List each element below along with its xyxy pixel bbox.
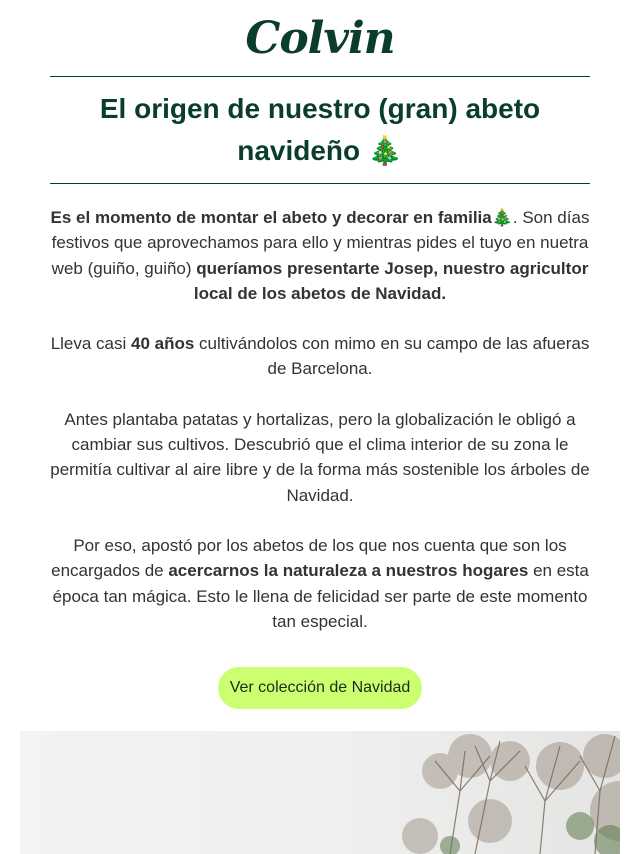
tree-emoji-icon: 🎄 bbox=[491, 208, 513, 227]
nature-text-2: en esta época tan mágica. Esto le llena de felicidad ser parte de este momento tan especial. bbox=[52, 561, 589, 631]
cta-container bbox=[0, 667, 640, 709]
paragraph-nature bbox=[50, 533, 590, 634]
years-text-2: cultivándolos con mimo en su campo de las afueras de Barcelona. bbox=[194, 334, 590, 379]
paragraph-years bbox=[50, 331, 590, 382]
nature-bold: acercarnos la naturaleza a nuestros hogares bbox=[168, 561, 529, 581]
intro-bold-2: queríamos presentarte Josep, nuestro agricultor local de los abetos de Navidad. bbox=[193, 258, 589, 303]
intro-text-1: . Son días festivos que aprovechamos para ello y mientras pides el tuyo en nuetra web (guiño, guiño) bbox=[51, 208, 590, 278]
article-title: El origen de nuestro (gran) abeto navideño 🎄 bbox=[99, 93, 541, 166]
years-text-1: Lleva casi bbox=[50, 334, 132, 354]
intro-bold-1: Es el momento de montar el abeto y decorar en familia bbox=[50, 208, 492, 227]
history-text: Antes plantaba patatas y hortalizas, pero la globalización le obligó a cambiar sus cultivos. Descubrió que el clima interior de su zona le permitía cultivar al aire libre y de la forma más sostenible los árboles de Navidad. bbox=[50, 409, 590, 505]
email-header bbox=[0, 0, 640, 76]
article-body bbox=[50, 184, 590, 634]
christmas-collection-button[interactable]: Ver colección de Navidad bbox=[218, 667, 423, 709]
paragraph-history bbox=[50, 407, 590, 508]
hero-photo[interactable] bbox=[20, 731, 620, 854]
years-bold: 40 años bbox=[131, 334, 195, 354]
colvin-logo[interactable]: Colvin bbox=[245, 12, 395, 64]
christmas-tree-field-photo-icon bbox=[20, 731, 620, 854]
paragraph-intro bbox=[50, 184, 590, 306]
nature-text-1: Por eso, apostó por los abetos de los que nos cuenta que son los encargados de bbox=[51, 535, 567, 581]
